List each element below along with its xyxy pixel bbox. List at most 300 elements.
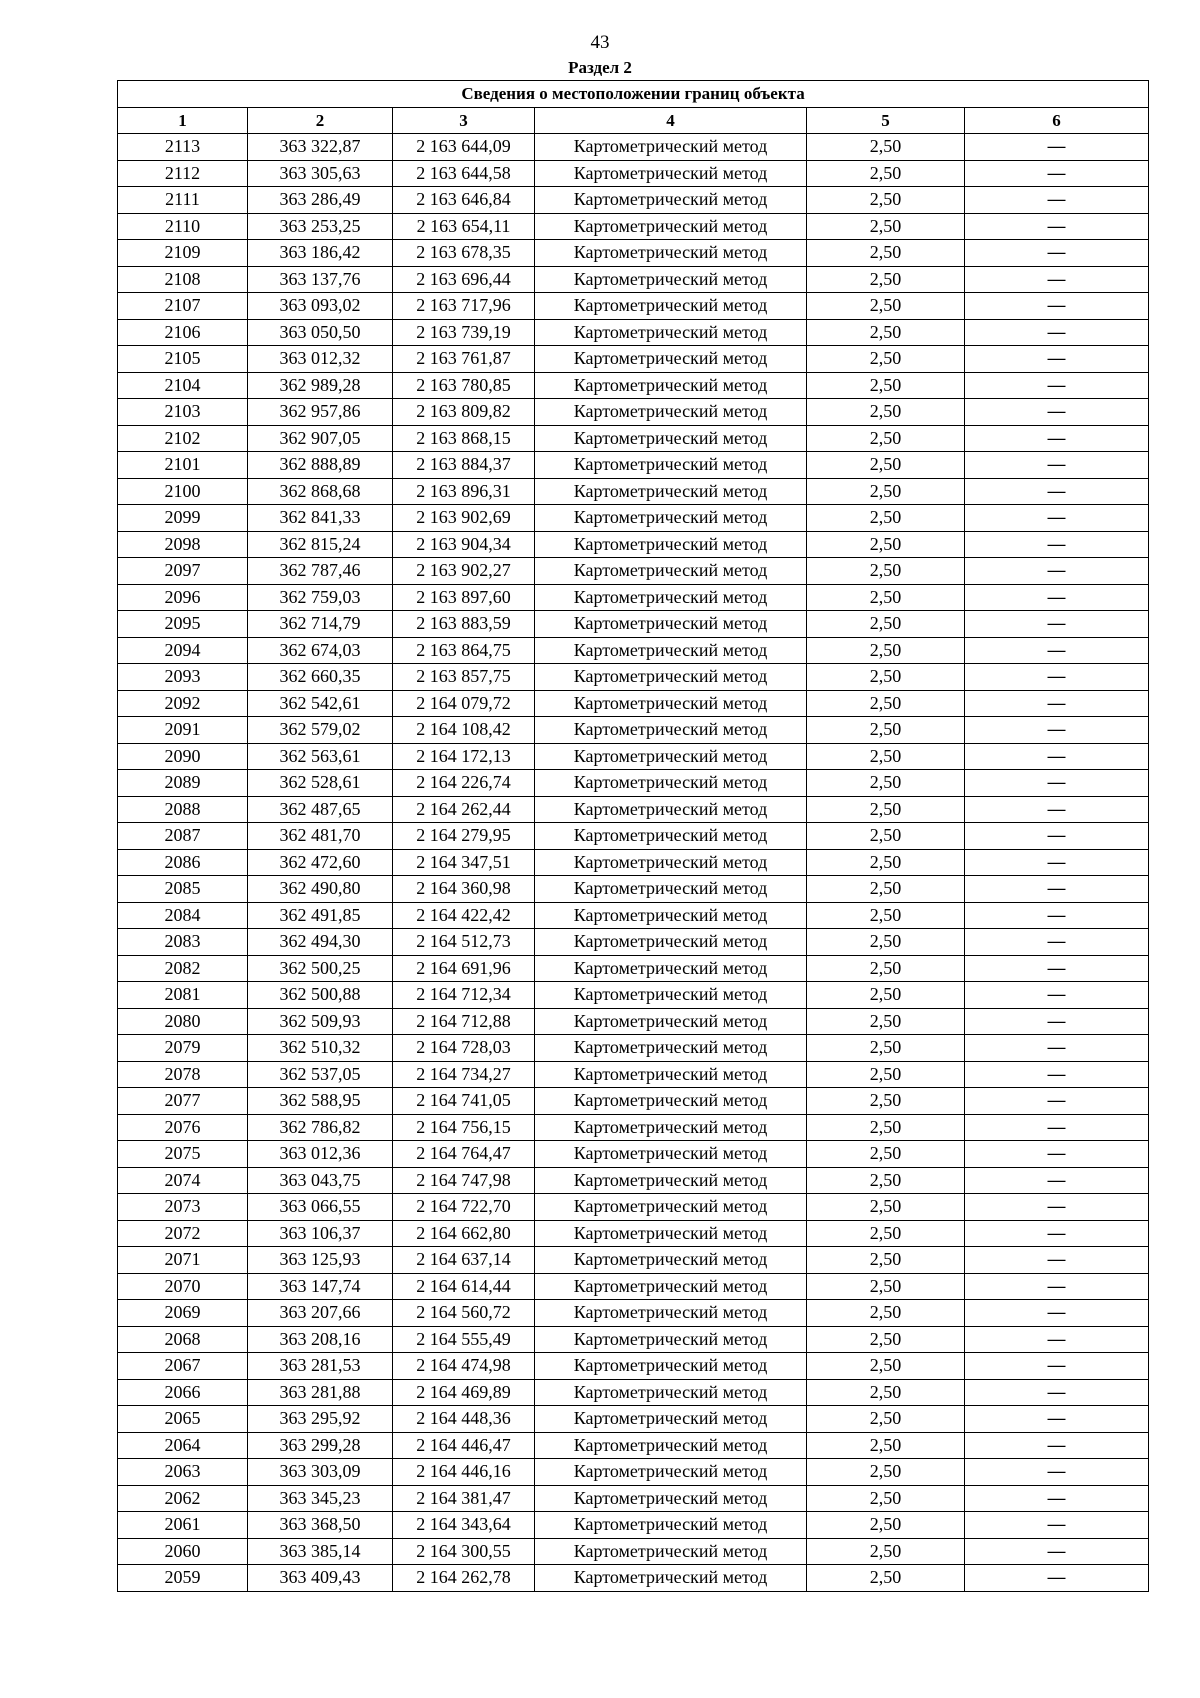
point-number-cell: 2106 [118, 319, 248, 346]
table-row [118, 1088, 1149, 1115]
table-row [118, 558, 1149, 585]
x-coordinate-cell: 363 409,43 [248, 1565, 393, 1592]
accuracy-cell: 2,50 [807, 213, 965, 240]
method-cell: Картометрический метод [535, 929, 807, 956]
point-number-cell: 2104 [118, 372, 248, 399]
point-number-cell: 2079 [118, 1035, 248, 1062]
x-coordinate-cell: 363 253,25 [248, 213, 393, 240]
y-coordinate-cell: 2 164 722,70 [393, 1194, 535, 1221]
x-coordinate-cell: 363 345,23 [248, 1485, 393, 1512]
x-coordinate-cell: 363 147,74 [248, 1273, 393, 1300]
accuracy-cell: 2,50 [807, 478, 965, 505]
y-coordinate-cell: 2 163 696,44 [393, 266, 535, 293]
table-row [118, 187, 1149, 214]
point-number-cell: 2086 [118, 849, 248, 876]
method-cell: Картометрический метод [535, 1167, 807, 1194]
point-number-cell: 2070 [118, 1273, 248, 1300]
x-coordinate-cell: 363 281,53 [248, 1353, 393, 1380]
description-cell: — [965, 1088, 1149, 1115]
description-cell: — [965, 213, 1149, 240]
description-cell: — [965, 240, 1149, 267]
x-coordinate-cell: 362 509,93 [248, 1008, 393, 1035]
description-cell: — [965, 1300, 1149, 1327]
y-coordinate-cell: 2 163 884,37 [393, 452, 535, 479]
x-coordinate-cell: 363 066,55 [248, 1194, 393, 1221]
accuracy-cell: 2,50 [807, 1035, 965, 1062]
accuracy-cell: 2,50 [807, 1432, 965, 1459]
accuracy-cell: 2,50 [807, 425, 965, 452]
y-coordinate-cell: 2 163 864,75 [393, 637, 535, 664]
accuracy-cell: 2,50 [807, 187, 965, 214]
point-number-cell: 2098 [118, 531, 248, 558]
y-coordinate-cell: 2 164 712,88 [393, 1008, 535, 1035]
x-coordinate-cell: 363 093,02 [248, 293, 393, 320]
table-row [118, 584, 1149, 611]
point-number-cell: 2088 [118, 796, 248, 823]
point-number-cell: 2087 [118, 823, 248, 850]
y-coordinate-cell: 2 163 780,85 [393, 372, 535, 399]
description-cell: — [965, 1459, 1149, 1486]
table-caption-row [118, 81, 1149, 108]
description-cell: — [965, 346, 1149, 373]
accuracy-cell: 2,50 [807, 1167, 965, 1194]
point-number-cell: 2090 [118, 743, 248, 770]
point-number-cell: 2063 [118, 1459, 248, 1486]
method-cell: Картометрический метод [535, 558, 807, 585]
y-coordinate-cell: 2 164 555,49 [393, 1326, 535, 1353]
method-cell: Картометрический метод [535, 346, 807, 373]
table-row [118, 1353, 1149, 1380]
table-row [118, 743, 1149, 770]
table-row [118, 1008, 1149, 1035]
method-cell: Картометрический метод [535, 1432, 807, 1459]
description-cell: — [965, 1485, 1149, 1512]
column-header: 4 [535, 107, 807, 134]
method-cell: Картометрический метод [535, 478, 807, 505]
method-cell: Картометрический метод [535, 584, 807, 611]
method-cell: Картометрический метод [535, 187, 807, 214]
point-number-cell: 2060 [118, 1538, 248, 1565]
method-cell: Картометрический метод [535, 1194, 807, 1221]
description-cell: — [965, 1167, 1149, 1194]
description-cell: — [965, 823, 1149, 850]
point-number-cell: 2059 [118, 1565, 248, 1592]
table-row [118, 929, 1149, 956]
x-coordinate-cell: 363 322,87 [248, 134, 393, 161]
accuracy-cell: 2,50 [807, 664, 965, 691]
accuracy-cell: 2,50 [807, 717, 965, 744]
section-label: Раздел 2 [568, 58, 632, 77]
y-coordinate-cell: 2 163 761,87 [393, 346, 535, 373]
x-coordinate-cell: 363 295,92 [248, 1406, 393, 1433]
x-coordinate-cell: 362 888,89 [248, 452, 393, 479]
accuracy-cell: 2,50 [807, 240, 965, 267]
accuracy-cell: 2,50 [807, 982, 965, 1009]
y-coordinate-cell: 2 164 712,34 [393, 982, 535, 1009]
accuracy-cell: 2,50 [807, 1459, 965, 1486]
table-row [118, 531, 1149, 558]
y-coordinate-cell: 2 164 474,98 [393, 1353, 535, 1380]
accuracy-cell: 2,50 [807, 929, 965, 956]
x-coordinate-cell: 362 868,68 [248, 478, 393, 505]
column-header: 2 [248, 107, 393, 134]
table-row [118, 1141, 1149, 1168]
table-row [118, 876, 1149, 903]
x-coordinate-cell: 362 500,88 [248, 982, 393, 1009]
description-cell: — [965, 372, 1149, 399]
x-coordinate-cell: 363 012,36 [248, 1141, 393, 1168]
y-coordinate-cell: 2 164 637,14 [393, 1247, 535, 1274]
point-number-cell: 2069 [118, 1300, 248, 1327]
accuracy-cell: 2,50 [807, 1220, 965, 1247]
description-cell: — [965, 929, 1149, 956]
description-cell: — [965, 1035, 1149, 1062]
accuracy-cell: 2,50 [807, 1485, 965, 1512]
y-coordinate-cell: 2 164 446,16 [393, 1459, 535, 1486]
description-cell: — [965, 770, 1149, 797]
table-row [118, 796, 1149, 823]
accuracy-cell: 2,50 [807, 849, 965, 876]
point-number-cell: 2108 [118, 266, 248, 293]
method-cell: Картометрический метод [535, 1247, 807, 1274]
accuracy-cell: 2,50 [807, 1114, 965, 1141]
x-coordinate-cell: 362 491,85 [248, 902, 393, 929]
y-coordinate-cell: 2 164 226,74 [393, 770, 535, 797]
method-cell: Картометрический метод [535, 902, 807, 929]
accuracy-cell: 2,50 [807, 399, 965, 426]
y-coordinate-cell: 2 164 512,73 [393, 929, 535, 956]
point-number-cell: 2085 [118, 876, 248, 903]
x-coordinate-cell: 362 472,60 [248, 849, 393, 876]
y-coordinate-cell: 2 163 646,84 [393, 187, 535, 214]
point-number-cell: 2105 [118, 346, 248, 373]
y-coordinate-cell: 2 164 691,96 [393, 955, 535, 982]
table-row [118, 346, 1149, 373]
method-cell: Картометрический метод [535, 319, 807, 346]
description-cell: — [965, 1353, 1149, 1380]
description-cell: — [965, 637, 1149, 664]
accuracy-cell: 2,50 [807, 160, 965, 187]
description-cell: — [965, 1273, 1149, 1300]
y-coordinate-cell: 2 163 809,82 [393, 399, 535, 426]
method-cell: Картометрический метод [535, 955, 807, 982]
x-coordinate-cell: 362 537,05 [248, 1061, 393, 1088]
accuracy-cell: 2,50 [807, 611, 965, 638]
table-row [118, 717, 1149, 744]
point-number-cell: 2077 [118, 1088, 248, 1115]
method-cell: Картометрический метод [535, 1379, 807, 1406]
x-coordinate-cell: 362 510,32 [248, 1035, 393, 1062]
description-cell: — [965, 452, 1149, 479]
x-coordinate-cell: 363 106,37 [248, 1220, 393, 1247]
accuracy-cell: 2,50 [807, 319, 965, 346]
accuracy-cell: 2,50 [807, 266, 965, 293]
description-cell: — [965, 1061, 1149, 1088]
table-row [118, 823, 1149, 850]
point-number-cell: 2093 [118, 664, 248, 691]
method-cell: Картометрический метод [535, 664, 807, 691]
description-cell: — [965, 266, 1149, 293]
y-coordinate-cell: 2 164 381,47 [393, 1485, 535, 1512]
table-row [118, 1300, 1149, 1327]
method-cell: Картометрический метод [535, 160, 807, 187]
method-cell: Картометрический метод [535, 1088, 807, 1115]
description-cell: — [965, 319, 1149, 346]
y-coordinate-cell: 2 163 902,27 [393, 558, 535, 585]
method-cell: Картометрический метод [535, 1141, 807, 1168]
method-cell: Картометрический метод [535, 213, 807, 240]
accuracy-cell: 2,50 [807, 1061, 965, 1088]
point-number-cell: 2083 [118, 929, 248, 956]
description-cell: — [965, 1114, 1149, 1141]
description-cell: — [965, 743, 1149, 770]
method-cell: Картометрический метод [535, 743, 807, 770]
accuracy-cell: 2,50 [807, 1326, 965, 1353]
x-coordinate-cell: 363 012,32 [248, 346, 393, 373]
accuracy-cell: 2,50 [807, 955, 965, 982]
y-coordinate-cell: 2 164 343,64 [393, 1512, 535, 1539]
accuracy-cell: 2,50 [807, 505, 965, 532]
description-cell: — [965, 1538, 1149, 1565]
table-row [118, 213, 1149, 240]
description-cell: — [965, 558, 1149, 585]
boundary-coordinates-table [117, 80, 1149, 1592]
method-cell: Картометрический метод [535, 1273, 807, 1300]
description-cell: — [965, 425, 1149, 452]
accuracy-cell: 2,50 [807, 134, 965, 161]
accuracy-cell: 2,50 [807, 1512, 965, 1539]
description-cell: — [965, 1379, 1149, 1406]
x-coordinate-cell: 362 907,05 [248, 425, 393, 452]
method-cell: Картометрический метод [535, 134, 807, 161]
table-caption: Сведения о местоположении границ объекта [118, 81, 1149, 108]
method-cell: Картометрический метод [535, 240, 807, 267]
column-number-row [118, 107, 1149, 134]
table-body [118, 134, 1149, 1592]
x-coordinate-cell: 362 528,61 [248, 770, 393, 797]
accuracy-cell: 2,50 [807, 902, 965, 929]
x-coordinate-cell: 362 494,30 [248, 929, 393, 956]
table-row [118, 1167, 1149, 1194]
table-row [118, 266, 1149, 293]
point-number-cell: 2065 [118, 1406, 248, 1433]
description-cell: — [965, 584, 1149, 611]
y-coordinate-cell: 2 163 678,35 [393, 240, 535, 267]
y-coordinate-cell: 2 164 262,44 [393, 796, 535, 823]
y-coordinate-cell: 2 163 739,19 [393, 319, 535, 346]
accuracy-cell: 2,50 [807, 1247, 965, 1274]
point-number-cell: 2091 [118, 717, 248, 744]
description-cell: — [965, 1008, 1149, 1035]
point-number-cell: 2081 [118, 982, 248, 1009]
y-coordinate-cell: 2 164 300,55 [393, 1538, 535, 1565]
x-coordinate-cell: 363 303,09 [248, 1459, 393, 1486]
accuracy-cell: 2,50 [807, 876, 965, 903]
description-cell: — [965, 1406, 1149, 1433]
table-row [118, 611, 1149, 638]
method-cell: Картометрический метод [535, 1220, 807, 1247]
table-row [118, 1406, 1149, 1433]
column-header: 1 [118, 107, 248, 134]
method-cell: Картометрический метод [535, 770, 807, 797]
point-number-cell: 2097 [118, 558, 248, 585]
y-coordinate-cell: 2 164 172,13 [393, 743, 535, 770]
point-number-cell: 2078 [118, 1061, 248, 1088]
accuracy-cell: 2,50 [807, 452, 965, 479]
table-row [118, 160, 1149, 187]
accuracy-cell: 2,50 [807, 1353, 965, 1380]
accuracy-cell: 2,50 [807, 1538, 965, 1565]
y-coordinate-cell: 2 163 896,31 [393, 478, 535, 505]
description-cell: — [965, 187, 1149, 214]
method-cell: Картометрический метод [535, 876, 807, 903]
point-number-cell: 2080 [118, 1008, 248, 1035]
table-row [118, 955, 1149, 982]
table-row [118, 1485, 1149, 1512]
x-coordinate-cell: 363 385,14 [248, 1538, 393, 1565]
y-coordinate-cell: 2 164 560,72 [393, 1300, 535, 1327]
x-coordinate-cell: 363 137,76 [248, 266, 393, 293]
method-cell: Картометрический метод [535, 1565, 807, 1592]
accuracy-cell: 2,50 [807, 1008, 965, 1035]
point-number-cell: 2071 [118, 1247, 248, 1274]
point-number-cell: 2100 [118, 478, 248, 505]
accuracy-cell: 2,50 [807, 531, 965, 558]
y-coordinate-cell: 2 163 644,09 [393, 134, 535, 161]
x-coordinate-cell: 362 815,24 [248, 531, 393, 558]
column-header: 5 [807, 107, 965, 134]
method-cell: Картометрический метод [535, 611, 807, 638]
y-coordinate-cell: 2 163 897,60 [393, 584, 535, 611]
x-coordinate-cell: 362 542,61 [248, 690, 393, 717]
point-number-cell: 2072 [118, 1220, 248, 1247]
point-number-cell: 2084 [118, 902, 248, 929]
table-row [118, 1379, 1149, 1406]
description-cell: — [965, 134, 1149, 161]
x-coordinate-cell: 363 281,88 [248, 1379, 393, 1406]
table-row [118, 902, 1149, 929]
accuracy-cell: 2,50 [807, 690, 965, 717]
point-number-cell: 2075 [118, 1141, 248, 1168]
accuracy-cell: 2,50 [807, 1406, 965, 1433]
point-number-cell: 2109 [118, 240, 248, 267]
description-cell: — [965, 717, 1149, 744]
accuracy-cell: 2,50 [807, 293, 965, 320]
point-number-cell: 2064 [118, 1432, 248, 1459]
y-coordinate-cell: 2 163 868,15 [393, 425, 535, 452]
table-row [118, 1035, 1149, 1062]
x-coordinate-cell: 363 050,50 [248, 319, 393, 346]
method-cell: Картометрический метод [535, 1326, 807, 1353]
table-row [118, 849, 1149, 876]
description-cell: — [965, 955, 1149, 982]
table-row [118, 690, 1149, 717]
y-coordinate-cell: 2 163 717,96 [393, 293, 535, 320]
table-row [118, 399, 1149, 426]
x-coordinate-cell: 363 286,49 [248, 187, 393, 214]
accuracy-cell: 2,50 [807, 558, 965, 585]
method-cell: Картометрический метод [535, 796, 807, 823]
table-row [118, 319, 1149, 346]
point-number-cell: 2074 [118, 1167, 248, 1194]
method-cell: Картометрический метод [535, 1008, 807, 1035]
method-cell: Картометрический метод [535, 505, 807, 532]
table-row [118, 1273, 1149, 1300]
description-cell: — [965, 1220, 1149, 1247]
table-row [118, 425, 1149, 452]
x-coordinate-cell: 362 500,25 [248, 955, 393, 982]
point-number-cell: 2112 [118, 160, 248, 187]
y-coordinate-cell: 2 164 262,78 [393, 1565, 535, 1592]
y-coordinate-cell: 2 164 469,89 [393, 1379, 535, 1406]
point-number-cell: 2110 [118, 213, 248, 240]
description-cell: — [965, 902, 1149, 929]
method-cell: Картометрический метод [535, 849, 807, 876]
point-number-cell: 2082 [118, 955, 248, 982]
y-coordinate-cell: 2 163 902,69 [393, 505, 535, 532]
point-number-cell: 2073 [118, 1194, 248, 1221]
method-cell: Картометрический метод [535, 690, 807, 717]
accuracy-cell: 2,50 [807, 796, 965, 823]
accuracy-cell: 2,50 [807, 372, 965, 399]
table-row [118, 1326, 1149, 1353]
table-row [118, 452, 1149, 479]
x-coordinate-cell: 363 368,50 [248, 1512, 393, 1539]
method-cell: Картометрический метод [535, 452, 807, 479]
table-row [118, 664, 1149, 691]
x-coordinate-cell: 362 787,46 [248, 558, 393, 585]
description-cell: — [965, 1512, 1149, 1539]
description-cell: — [965, 1247, 1149, 1274]
accuracy-cell: 2,50 [807, 1565, 965, 1592]
y-coordinate-cell: 2 163 904,34 [393, 531, 535, 558]
x-coordinate-cell: 362 714,79 [248, 611, 393, 638]
point-number-cell: 2062 [118, 1485, 248, 1512]
y-coordinate-cell: 2 164 756,15 [393, 1114, 535, 1141]
y-coordinate-cell: 2 164 734,27 [393, 1061, 535, 1088]
point-number-cell: 2061 [118, 1512, 248, 1539]
point-number-cell: 2067 [118, 1353, 248, 1380]
accuracy-cell: 2,50 [807, 637, 965, 664]
y-coordinate-cell: 2 164 614,44 [393, 1273, 535, 1300]
table-row [118, 505, 1149, 532]
method-cell: Картометрический метод [535, 1353, 807, 1380]
method-cell: Картометрический метод [535, 1459, 807, 1486]
description-cell: — [965, 1432, 1149, 1459]
point-number-cell: 2113 [118, 134, 248, 161]
table-row [118, 134, 1149, 161]
table-row [118, 770, 1149, 797]
description-cell: — [965, 796, 1149, 823]
x-coordinate-cell: 363 043,75 [248, 1167, 393, 1194]
x-coordinate-cell: 363 208,16 [248, 1326, 393, 1353]
method-cell: Картометрический метод [535, 266, 807, 293]
y-coordinate-cell: 2 163 883,59 [393, 611, 535, 638]
method-cell: Картометрический метод [535, 637, 807, 664]
y-coordinate-cell: 2 163 857,75 [393, 664, 535, 691]
x-coordinate-cell: 362 588,95 [248, 1088, 393, 1115]
x-coordinate-cell: 362 989,28 [248, 372, 393, 399]
y-coordinate-cell: 2 164 279,95 [393, 823, 535, 850]
point-number-cell: 2101 [118, 452, 248, 479]
accuracy-cell: 2,50 [807, 346, 965, 373]
method-cell: Картометрический метод [535, 717, 807, 744]
table-row [118, 1247, 1149, 1274]
description-cell: — [965, 505, 1149, 532]
y-coordinate-cell: 2 164 448,36 [393, 1406, 535, 1433]
y-coordinate-cell: 2 164 347,51 [393, 849, 535, 876]
description-cell: — [965, 1194, 1149, 1221]
